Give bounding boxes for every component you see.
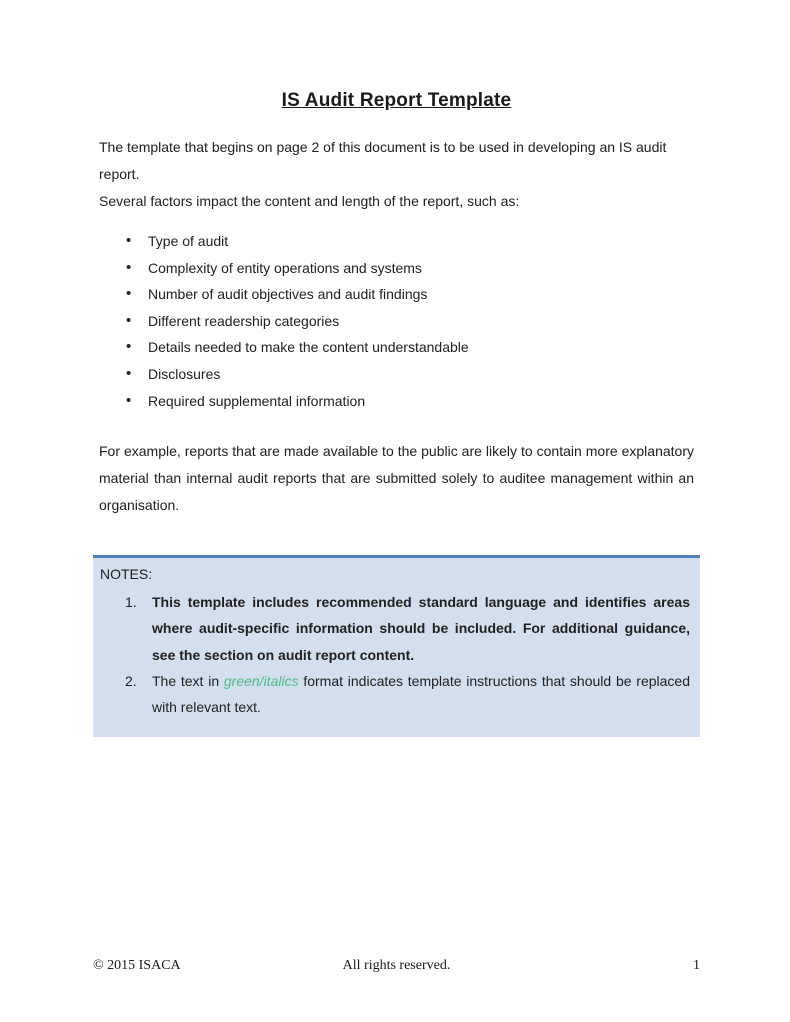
footer-copyright: © 2015 ISACA bbox=[93, 958, 181, 973]
intro-line-2: Several factors impact the content and length of the report, such as: bbox=[99, 193, 520, 209]
notes-numbered-list bbox=[100, 589, 690, 720]
list-item: • Disclosures bbox=[148, 361, 700, 388]
note-item-2-suffix: format indicates template instructions that should be replaced with relevant text. bbox=[152, 673, 690, 716]
list-item: • Complexity of entity operations and systems bbox=[148, 255, 700, 282]
list-item: • Details needed to make the content understandable bbox=[148, 334, 700, 361]
footer-page-number: 1 bbox=[692, 958, 700, 973]
note-item-2 bbox=[152, 668, 690, 721]
note-item-2-prefix: The text in bbox=[152, 673, 224, 690]
example-paragraph: For example, reports that are made available to the public are likely to contain more explanatory material than internal audit reports that are submitted solely to auditee management within an organisation. bbox=[99, 443, 694, 514]
notes-label: NOTES: bbox=[100, 566, 153, 583]
footer-rights-text: All rights reserved. bbox=[342, 958, 451, 973]
factor-bullet-list bbox=[93, 228, 700, 414]
page-title: IS Audit Report Template bbox=[281, 90, 512, 111]
page-content bbox=[93, 0, 700, 737]
intro-line-1: The template that begins on page 2 of this document is to be used in developing an IS audit report. bbox=[99, 139, 667, 182]
list-item: • Number of audit objectives and audit findings bbox=[148, 281, 700, 308]
list-item: • Type of audit bbox=[148, 228, 700, 255]
list-item: • Required supplemental information bbox=[148, 388, 700, 415]
page-footer bbox=[93, 958, 700, 974]
note-item-1: This template includes recommended standard language and identifies areas where audit-specific information should be included. For additional guidance, see the section on audit report content. bbox=[152, 594, 690, 663]
intro-paragraph bbox=[93, 134, 700, 215]
list-item: • Different readership categories bbox=[148, 308, 700, 335]
green-italics-instruction-text: green/italics bbox=[223, 673, 299, 690]
notes-callout-box bbox=[93, 555, 700, 736]
